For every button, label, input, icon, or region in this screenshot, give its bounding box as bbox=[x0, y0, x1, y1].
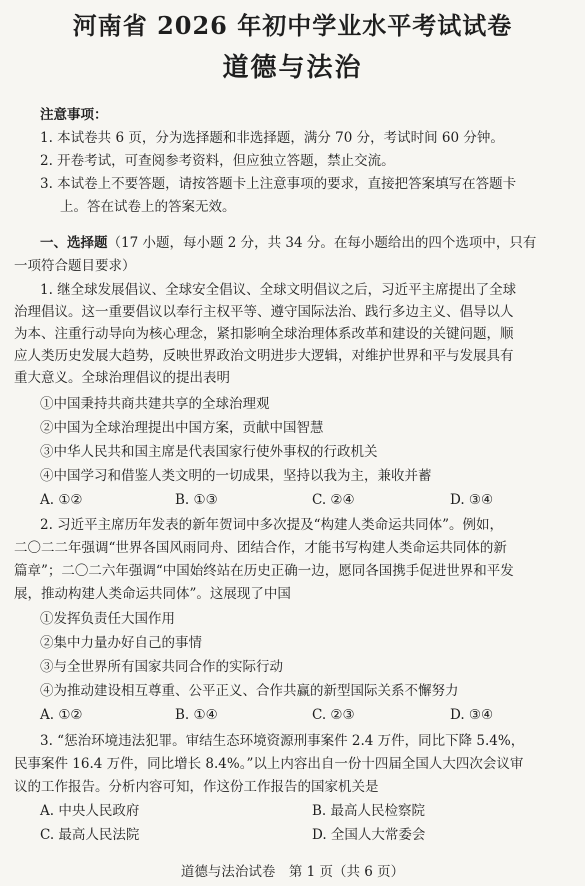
statement: ②集中力量办好自己的事情 bbox=[40, 635, 202, 651]
question-stem-line: 2. 习近平主席历年发表的新年贺词中多次提及“构建人类命运共同体”。例如， bbox=[40, 517, 503, 533]
statement: ①发挥负责任大国作用 bbox=[40, 611, 175, 627]
option-a: A. ①② bbox=[40, 707, 83, 723]
question-stem-line: 展，推动构建人类命运共同体”。这展现了中国 bbox=[14, 586, 291, 602]
question-stem-line: 重大意义。全球治理倡议的提出表明 bbox=[14, 370, 230, 386]
question-stem-line: 为本、注重行动导向为核心理念，紧扣影响全球治理体系改革和建设的关键问题，顺 bbox=[14, 326, 514, 342]
statement: ③中华人民共和国主席是代表国家行使外事权的行政机关 bbox=[40, 444, 378, 460]
statement: ②中国为全球治理提出中国方案，贡献中国智慧 bbox=[40, 420, 324, 436]
statement: ④为推动建设相互尊重、公平正义、合作共赢的新型国际关系不懈努力 bbox=[40, 683, 459, 699]
option-c: C. ②③ bbox=[312, 707, 355, 723]
statement: ①中国秉持共商共建共享的全球治理观 bbox=[40, 396, 270, 412]
question-stem-line: 议的工作报告。分析内容可知，作这份工作报告的国家机关是 bbox=[14, 779, 379, 795]
option-d: D. ③④ bbox=[450, 707, 494, 723]
notice-item: 上。答在试卷上的答案无效。 bbox=[60, 199, 236, 215]
question-stem-line: 二〇二二年强调“世界各国风雨同舟、团结合作，才能书写构建人类命运共同体的新 bbox=[14, 540, 507, 556]
statement: ③与全世界所有国家共同合作的实际行动 bbox=[40, 659, 283, 675]
option-b: B. ①③ bbox=[175, 492, 218, 508]
option-a: A. 中央人民政府 bbox=[40, 803, 140, 819]
option-a: A. ①② bbox=[40, 492, 83, 508]
question-stem-line: 3. “惩治环境违法犯罪。审结生态环境资源刑事案件 2.4 万件，同比下降 5.4%， bbox=[40, 733, 525, 749]
notice-heading: 注意事项： bbox=[40, 107, 108, 123]
statement: ④中国学习和借鉴人类文明的一切成果，坚持以我为主，兼收并蓄 bbox=[40, 468, 432, 484]
question-stem-line: 应人类历史发展大趋势，反映世界政治文明进步大逻辑，对维护世界和平与发展具有 bbox=[14, 348, 514, 364]
option-c: C. 最高人民法院 bbox=[40, 827, 140, 843]
question-stem-line: 民事案件 16.4 万件，同比增长 8.4%。”以上内容出自一份十四届全国人大四次会议审 bbox=[14, 756, 524, 772]
section-intro-line2: 一项符合题目要求） bbox=[14, 258, 136, 274]
option-b: B. 最高人民检察院 bbox=[312, 803, 426, 819]
section-intro: （17 小题，每小题 2 分，共 34 分。在每小题给出的四个选项中，只有 bbox=[107, 235, 537, 251]
question-stem-line: 1. 继全球发展倡议、全球安全倡议、全球文明倡议之后，习近平主席提出了全球 bbox=[40, 282, 517, 298]
exam-title: 河南省 2026 年初中学业水平考试试卷 bbox=[72, 11, 513, 40]
notice-item: 1. 本试卷共 6 页，分为选择题和非选择题，满分 70 分，考试时间 60 分钟。 bbox=[40, 130, 504, 146]
page-footer: 道德与法治试卷 第 1 页（共 6 页） bbox=[180, 864, 405, 880]
subject-title: 道德与法治 bbox=[222, 53, 363, 83]
notice-item: 2. 开卷考试，可查阅参考资料，但应独立答题，禁止交流。 bbox=[40, 153, 395, 169]
question-stem-line: 篇章”；二〇二六年强调“中国始终站在历史正确一边，愿同各国携手促进世界和平发 bbox=[14, 563, 514, 579]
question-stem-line: 治理倡议。这一重要倡议以奉行主权平等、遵守国际法治、践行多边主义、倡导以人 bbox=[14, 304, 514, 320]
option-d: D. 全国人大常委会 bbox=[312, 827, 426, 843]
option-d: D. ③④ bbox=[450, 492, 494, 508]
notice-item: 3. 本试卷上不要答题，请按答题卡上注意事项的要求，直接把答案填写在答题卡 bbox=[40, 176, 517, 192]
option-b: B. ①④ bbox=[175, 707, 218, 723]
option-c: C. ②④ bbox=[312, 492, 355, 508]
section-title: 一、选择题 bbox=[40, 235, 108, 251]
